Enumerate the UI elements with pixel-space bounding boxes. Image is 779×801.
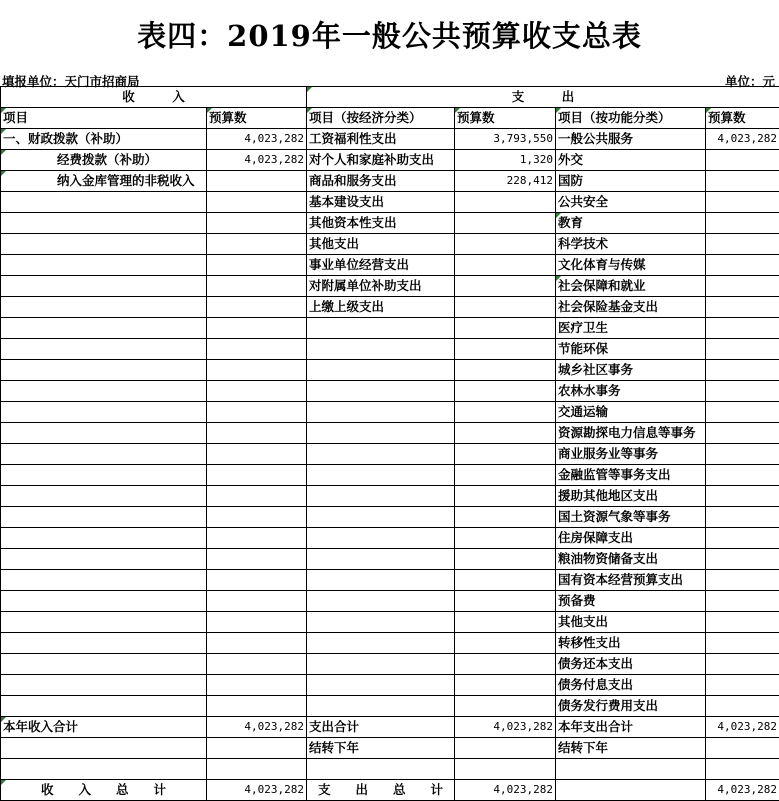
table-row bbox=[1, 339, 779, 360]
table-cell bbox=[455, 339, 556, 360]
column-header-economic-item: 项目（按经济分类） bbox=[307, 108, 455, 129]
table-cell bbox=[455, 381, 556, 402]
table-cell bbox=[1, 423, 207, 444]
table-cell bbox=[706, 423, 779, 444]
table-cell: 结转下年 bbox=[556, 738, 706, 759]
table-cell bbox=[706, 738, 779, 759]
table-cell bbox=[307, 528, 455, 549]
table-row bbox=[1, 465, 779, 486]
table-cell bbox=[455, 255, 556, 276]
table-cell bbox=[455, 213, 556, 234]
table-cell bbox=[207, 633, 307, 654]
table-cell bbox=[1, 549, 207, 570]
table-cell: 其他资本性支出 bbox=[307, 213, 455, 234]
table-cell bbox=[207, 171, 307, 192]
table-cell bbox=[207, 318, 307, 339]
table-cell: 事业单位经营支出 bbox=[307, 255, 455, 276]
table-cell bbox=[307, 570, 455, 591]
table-cell bbox=[455, 507, 556, 528]
table-cell: 对附属单位补助支出 bbox=[307, 276, 455, 297]
table-cell bbox=[1, 318, 207, 339]
table-cell bbox=[307, 402, 455, 423]
table-row bbox=[1, 696, 779, 717]
table-cell bbox=[1, 738, 207, 759]
table-row bbox=[1, 549, 779, 570]
table-cell: 商业服务业等事务 bbox=[556, 444, 706, 465]
table-cell: 一、财政拨款（补助） bbox=[1, 129, 207, 150]
table-cell bbox=[706, 528, 779, 549]
table-cell bbox=[455, 297, 556, 318]
table-cell bbox=[706, 276, 779, 297]
table-cell bbox=[706, 486, 779, 507]
table-cell bbox=[307, 381, 455, 402]
table-cell bbox=[1, 360, 207, 381]
table-cell bbox=[1, 297, 207, 318]
table-cell: 节能环保 bbox=[556, 339, 706, 360]
table-row bbox=[1, 276, 779, 297]
column-header-functional-budget: 预算数 bbox=[706, 108, 779, 129]
table-row bbox=[1, 612, 779, 633]
table-row bbox=[1, 591, 779, 612]
table-cell bbox=[207, 297, 307, 318]
table-row bbox=[1, 402, 779, 423]
table-cell bbox=[307, 696, 455, 717]
table-cell: 预备费 bbox=[556, 591, 706, 612]
table-cell bbox=[1, 213, 207, 234]
table-cell bbox=[455, 549, 556, 570]
table-cell bbox=[207, 423, 307, 444]
table-cell: 社会保险基金支出 bbox=[556, 297, 706, 318]
table-row bbox=[1, 423, 779, 444]
table-cell bbox=[207, 738, 307, 759]
table-cell: 国防 bbox=[556, 171, 706, 192]
table-cell bbox=[556, 759, 706, 780]
table-row bbox=[1, 486, 779, 507]
table-totals bbox=[1, 717, 779, 801]
table-cell bbox=[706, 360, 779, 381]
table-cell bbox=[307, 486, 455, 507]
table-row bbox=[1, 171, 779, 192]
table-cell: 交通运输 bbox=[556, 402, 706, 423]
table-cell bbox=[207, 276, 307, 297]
table-cell bbox=[207, 696, 307, 717]
table-cell bbox=[556, 780, 706, 801]
column-header-budget: 预算数 bbox=[207, 108, 307, 129]
table-cell bbox=[207, 255, 307, 276]
table-cell: 收 入 总 计 bbox=[1, 780, 207, 801]
table-cell bbox=[455, 192, 556, 213]
table-row bbox=[1, 381, 779, 402]
table-row bbox=[1, 297, 779, 318]
table-cell: 4,023,282 bbox=[207, 717, 307, 738]
table-cell: 对个人和家庭补助支出 bbox=[307, 150, 455, 171]
table-row bbox=[1, 507, 779, 528]
reporting-unit: 填报单位：天门市招商局 bbox=[2, 72, 140, 90]
table-cell bbox=[307, 339, 455, 360]
table-cell bbox=[455, 360, 556, 381]
total-row bbox=[1, 717, 779, 738]
table-cell bbox=[207, 381, 307, 402]
table-cell bbox=[706, 171, 779, 192]
table-cell bbox=[1, 486, 207, 507]
table-cell bbox=[307, 591, 455, 612]
table-cell bbox=[207, 192, 307, 213]
table-cell: 结转下年 bbox=[307, 738, 455, 759]
table-cell: 4,023,282 bbox=[706, 129, 779, 150]
table-cell bbox=[455, 612, 556, 633]
table-cell bbox=[1, 633, 207, 654]
table-cell: 一般公共服务 bbox=[556, 129, 706, 150]
table-cell bbox=[455, 444, 556, 465]
table-row bbox=[1, 633, 779, 654]
table-row bbox=[1, 675, 779, 696]
table-cell bbox=[307, 507, 455, 528]
table-cell: 医疗卫生 bbox=[556, 318, 706, 339]
table-row bbox=[1, 444, 779, 465]
table-cell bbox=[1, 675, 207, 696]
page-title: 表四：2019年一般公共预算收支总表 bbox=[0, 14, 779, 55]
table-cell bbox=[307, 633, 455, 654]
table-cell: 4,023,282 bbox=[706, 717, 779, 738]
table-cell: 其他支出 bbox=[307, 234, 455, 255]
table-cell bbox=[307, 318, 455, 339]
table-cell bbox=[1, 696, 207, 717]
table-cell bbox=[706, 633, 779, 654]
table-cell bbox=[307, 444, 455, 465]
table-cell: 纳入金库管理的非税收入 bbox=[1, 171, 207, 192]
table-cell bbox=[706, 696, 779, 717]
table-cell bbox=[1, 381, 207, 402]
table-cell: 上缴上级支出 bbox=[307, 297, 455, 318]
table-cell bbox=[455, 402, 556, 423]
table-cell bbox=[455, 570, 556, 591]
table-cell bbox=[706, 507, 779, 528]
table-cell: 债务发行费用支出 bbox=[556, 696, 706, 717]
table-cell: 债务付息支出 bbox=[556, 675, 706, 696]
table-cell bbox=[207, 759, 307, 780]
table-cell: 4,023,282 bbox=[207, 150, 307, 171]
table-cell: 其他支出 bbox=[556, 612, 706, 633]
table-cell bbox=[455, 633, 556, 654]
table-cell: 4,023,282 bbox=[706, 780, 779, 801]
table-cell bbox=[455, 486, 556, 507]
table-cell bbox=[1, 255, 207, 276]
column-header-functional-item: 项目（按功能分类） bbox=[556, 108, 706, 129]
table-cell bbox=[455, 759, 556, 780]
table-row bbox=[1, 255, 779, 276]
table-cell bbox=[706, 213, 779, 234]
table-cell bbox=[455, 234, 556, 255]
expense-section-header: 支 出 bbox=[307, 87, 779, 108]
table-cell bbox=[207, 444, 307, 465]
table-cell bbox=[207, 360, 307, 381]
table-cell bbox=[207, 402, 307, 423]
table-cell bbox=[1, 192, 207, 213]
table-cell bbox=[307, 612, 455, 633]
table-cell bbox=[706, 549, 779, 570]
table-cell bbox=[455, 675, 556, 696]
table-cell bbox=[207, 528, 307, 549]
table-cell: 社会保障和就业 bbox=[556, 276, 706, 297]
table-cell bbox=[207, 213, 307, 234]
table-row bbox=[1, 150, 779, 171]
table-cell bbox=[1, 339, 207, 360]
table-cell bbox=[706, 612, 779, 633]
table-cell bbox=[307, 360, 455, 381]
table-row bbox=[1, 528, 779, 549]
table-cell: 文化体育与传媒 bbox=[556, 255, 706, 276]
table-cell bbox=[706, 234, 779, 255]
table-cell: 转移性支出 bbox=[556, 633, 706, 654]
table-row bbox=[1, 213, 779, 234]
table-cell bbox=[1, 570, 207, 591]
table-row bbox=[1, 318, 779, 339]
table-cell bbox=[1, 759, 207, 780]
table-cell bbox=[706, 759, 779, 780]
table-cell bbox=[706, 444, 779, 465]
table-cell bbox=[706, 297, 779, 318]
table-cell: 国土资源气象等事务 bbox=[556, 507, 706, 528]
table-row bbox=[1, 570, 779, 591]
table-cell bbox=[207, 486, 307, 507]
table-cell: 4,023,282 bbox=[207, 780, 307, 801]
table-cell bbox=[1, 234, 207, 255]
table-cell bbox=[307, 423, 455, 444]
table-cell bbox=[207, 654, 307, 675]
table-cell: 援助其他地区支出 bbox=[556, 486, 706, 507]
table-cell bbox=[1, 528, 207, 549]
table-cell bbox=[207, 549, 307, 570]
table-cell bbox=[207, 675, 307, 696]
table-cell bbox=[307, 654, 455, 675]
table-cell bbox=[455, 654, 556, 675]
table-row bbox=[1, 129, 779, 150]
table-cell bbox=[207, 465, 307, 486]
column-header-item: 项目 bbox=[1, 108, 207, 129]
table-cell: 资源勘探电力信息等事务 bbox=[556, 423, 706, 444]
table-cell bbox=[1, 444, 207, 465]
table-cell bbox=[207, 591, 307, 612]
table-row bbox=[1, 192, 779, 213]
table-cell: 粮油物资储备支出 bbox=[556, 549, 706, 570]
column-header-economic-budget: 预算数 bbox=[455, 108, 556, 129]
table-cell bbox=[706, 255, 779, 276]
table-cell: 3,793,550 bbox=[455, 129, 556, 150]
table-cell bbox=[706, 654, 779, 675]
currency-unit: 单位：元 bbox=[725, 72, 775, 90]
table-cell bbox=[307, 675, 455, 696]
table-cell: 教育 bbox=[556, 213, 706, 234]
table-cell: 228,412 bbox=[455, 171, 556, 192]
table-cell bbox=[706, 465, 779, 486]
table-cell: 金融监管等事务支出 bbox=[556, 465, 706, 486]
table-cell bbox=[706, 150, 779, 171]
table-row bbox=[1, 234, 779, 255]
table-cell bbox=[706, 339, 779, 360]
table-cell: 支出合计 bbox=[307, 717, 455, 738]
table-cell bbox=[706, 402, 779, 423]
table-cell bbox=[207, 234, 307, 255]
table-cell bbox=[455, 738, 556, 759]
table-cell bbox=[207, 612, 307, 633]
table-cell: 4,023,282 bbox=[207, 129, 307, 150]
table-cell bbox=[207, 570, 307, 591]
table-cell bbox=[307, 549, 455, 570]
table-row bbox=[1, 654, 779, 675]
table-cell bbox=[1, 276, 207, 297]
total-row bbox=[1, 780, 779, 801]
table-cell bbox=[455, 465, 556, 486]
table-cell: 国有资本经营预算支出 bbox=[556, 570, 706, 591]
table-cell: 4,023,282 bbox=[455, 780, 556, 801]
table-cell bbox=[455, 276, 556, 297]
table-cell bbox=[706, 318, 779, 339]
table-cell: 4,023,282 bbox=[455, 717, 556, 738]
table-cell: 本年支出合计 bbox=[556, 717, 706, 738]
table-cell: 住房保障支出 bbox=[556, 528, 706, 549]
table-body bbox=[1, 129, 779, 717]
table-cell bbox=[207, 507, 307, 528]
table-cell: 本年收入合计 bbox=[1, 717, 207, 738]
table-cell: 1,320 bbox=[455, 150, 556, 171]
table-cell: 债务还本支出 bbox=[556, 654, 706, 675]
table-cell bbox=[307, 465, 455, 486]
total-row bbox=[1, 759, 779, 780]
table-cell: 经费拨款（补助） bbox=[1, 150, 207, 171]
table-cell: 城乡社区事务 bbox=[556, 360, 706, 381]
table-cell bbox=[455, 423, 556, 444]
table-cell bbox=[1, 507, 207, 528]
table-cell: 科学技术 bbox=[556, 234, 706, 255]
table-cell: 基本建设支出 bbox=[307, 192, 455, 213]
table-cell bbox=[1, 402, 207, 423]
table-cell bbox=[1, 654, 207, 675]
table-cell bbox=[455, 696, 556, 717]
table-cell bbox=[706, 570, 779, 591]
table-cell bbox=[307, 759, 455, 780]
table-cell bbox=[455, 318, 556, 339]
table-row bbox=[1, 360, 779, 381]
table-cell: 商品和服务支出 bbox=[307, 171, 455, 192]
table-cell bbox=[706, 381, 779, 402]
table-cell bbox=[706, 675, 779, 696]
income-section-header: 收 入 bbox=[1, 87, 307, 108]
table-cell bbox=[1, 465, 207, 486]
table-cell: 工资福利性支出 bbox=[307, 129, 455, 150]
table-cell bbox=[1, 591, 207, 612]
budget-table bbox=[0, 86, 779, 801]
table-cell bbox=[706, 192, 779, 213]
total-row bbox=[1, 738, 779, 759]
table-cell: 农林水事务 bbox=[556, 381, 706, 402]
table-cell bbox=[207, 339, 307, 360]
table-cell bbox=[706, 591, 779, 612]
table-cell bbox=[455, 528, 556, 549]
table-cell bbox=[455, 591, 556, 612]
table-cell bbox=[1, 612, 207, 633]
table-cell: 公共安全 bbox=[556, 192, 706, 213]
table-cell: 外交 bbox=[556, 150, 706, 171]
table-cell: 支 出 总 计 bbox=[307, 780, 455, 801]
